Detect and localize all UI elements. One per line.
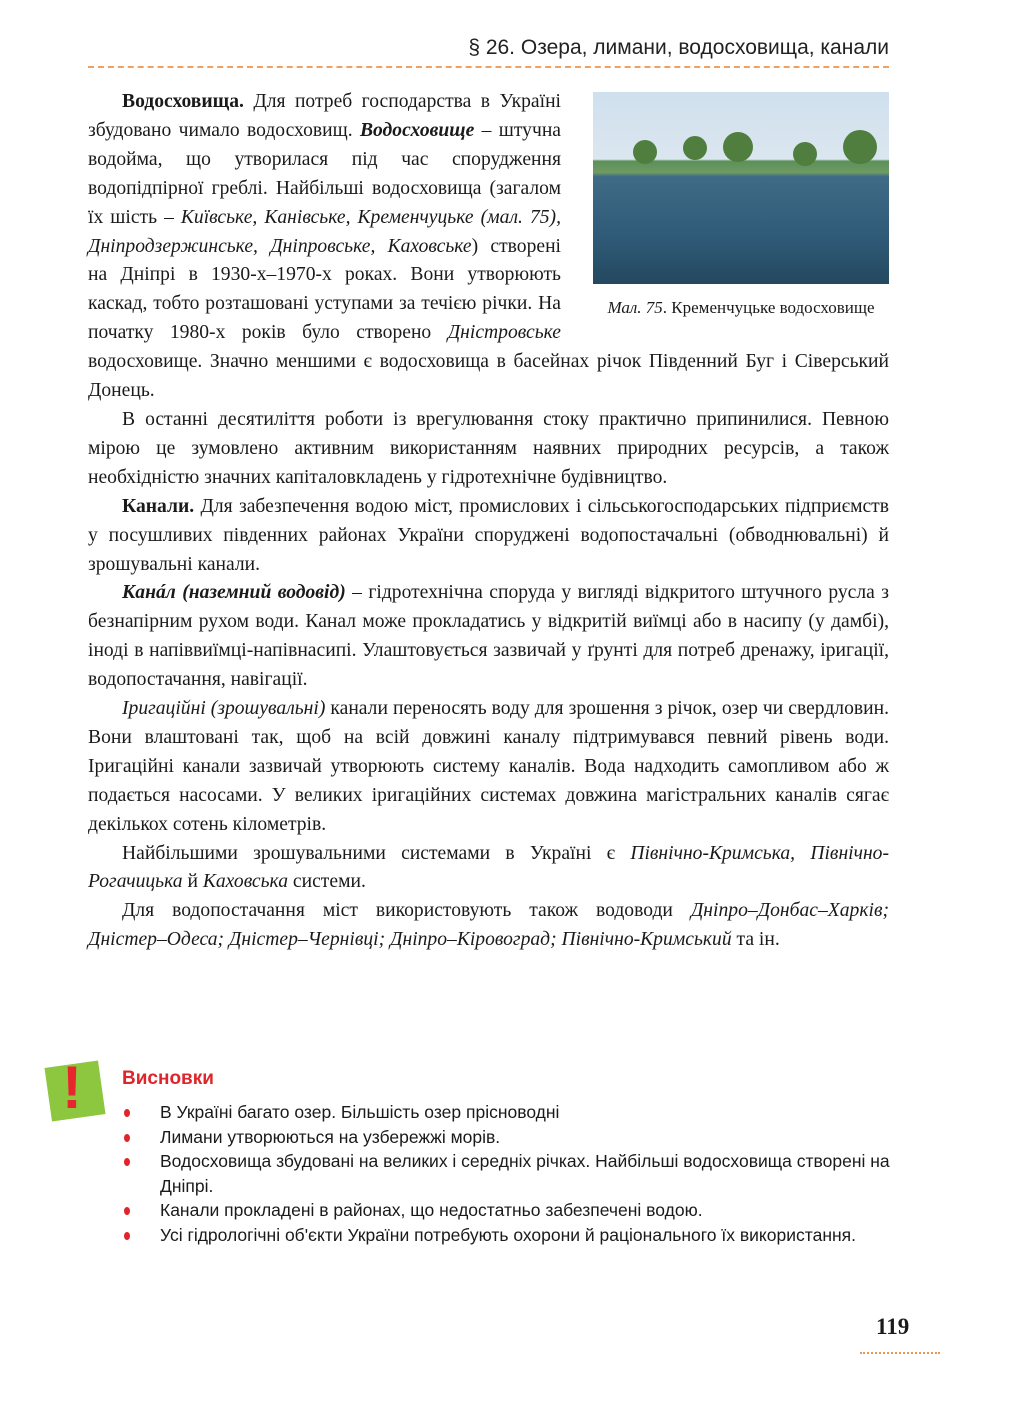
text-run: Іригаційні (зрошувальні): [122, 698, 326, 720]
paragraph: [88, 695, 889, 840]
figure: [579, 92, 889, 319]
text-run: В останні десятиліття роботи із врегулювання стоку практично припинилися. Певною мірою це зумовлено активним використанням наявних природних ресурсів, а також необхідністю значних капіталовкладень у гідротехнічне будівництво.: [88, 408, 889, 488]
text-run: Водосховища.: [122, 91, 244, 112]
text-run: та ін.: [731, 929, 780, 951]
exclamation-icon: !: [62, 1054, 82, 1121]
conclusion-text: Усі гідрологічні об'єкти України потребують охорони й раціонального їх використання.: [160, 1224, 856, 1245]
text-run: – штучна водойма, що утворилася під час спорудження водопідпірної греблі. Найбільші водосховища (загалом їх шість –: [88, 119, 561, 228]
reservoir-photo: [593, 92, 889, 284]
bullet-icon: [124, 1232, 130, 1240]
caption-label: Мал. 75: [607, 298, 663, 317]
text-run: Київське, Канівське, Кременчуцьке (мал. 75), Дніпродзержинське, Дніпровське, Каховське: [88, 206, 561, 257]
text-run: системи.: [288, 871, 366, 893]
caption-text: . Кременчуцьке водосховище: [662, 298, 875, 317]
text-run: Водосховище: [359, 119, 475, 141]
text-run: ) створені на Дніпрі в 1930-х–1970-х роках. Вони утворюють каскад, тобто розташовані уступами за течією річки. На початку 1980-х років було створено: [88, 235, 561, 344]
bullet-icon: [124, 1109, 130, 1117]
bullet-icon: [124, 1134, 130, 1142]
bullet-icon: [124, 1207, 130, 1215]
conclusion-item: [114, 1125, 904, 1150]
text-run: Канáл (наземний водовід): [122, 582, 346, 604]
text-run: й: [182, 871, 203, 893]
text-run: Для забезпечення водою міст, промислових і сільськогосподарських підприємств у посушливих південних районах України споруджені водопостачальні (обводнювальні) й зрошувальні канали.: [88, 495, 889, 575]
paragraph: [88, 579, 889, 695]
paragraph: [88, 897, 889, 955]
text-run: Канали.: [122, 495, 195, 517]
body-text: [88, 88, 889, 955]
page-number: 119: [876, 1314, 910, 1339]
conclusions-title: Висновки: [122, 1068, 214, 1089]
conclusion-item: [114, 1149, 904, 1198]
figure-caption: [579, 296, 889, 319]
text-run: – гідротехнічна споруда у вигляді відкритого штучного русла з безнапірним рухом води. Канал може прокладатись у відкритій виїмці або в насипу (у дамбі), іноді в напіввиїмці-напівнасипі. Улаштовується зазвичай у ґрунті для потреб дренажу, іригації, водопостачання, навігації.: [88, 582, 889, 691]
paragraph: [88, 406, 889, 493]
section-header: § 26. Озера, лимани, водосховища, канали: [468, 36, 889, 59]
paragraph: [88, 840, 889, 898]
text-run: Північно-Кримська, Північно-Рогачицька: [88, 842, 889, 893]
text-run: Найбільшими зрошувальними системами в Україні є: [122, 842, 631, 864]
text-run: канали переносять воду для зрошення з річок, озер чи свердловин. Вони влаштовані так, щоб на всій довжині каналу підтримувався певний рівень води. Іригаційні канали зазвичай утворюють систему каналів. Вода надходить самопливом або ж подається насосами. У великих іригаційних системах довжина магістральних каналів сягає декількох сотень кілометрів.: [88, 698, 890, 835]
conclusion-item: [114, 1223, 904, 1248]
conclusion-text: Канали прокладені в районах, що недостатньо забезпечені водою.: [160, 1200, 703, 1220]
conclusion-text: Лимани утворюються на узбережжі морів.: [160, 1126, 501, 1147]
paragraph: [88, 493, 889, 580]
conclusion-item: [114, 1198, 904, 1223]
text-run: Для водопостачання міст використовують також водоводи: [122, 900, 691, 922]
text-run: Дніпро–Донбас–Харків; Дністер–Одеса; Дністер–Чернівці; Дніпро–Кіровоград; Північно-Кримський: [88, 900, 889, 951]
text-run: Для потреб господарства в Україні збудовано чимало водосховищ.: [88, 91, 561, 141]
text-run: водосховище. Значно меншими є водосховища в басейнах річок Південний Буг і Сіверський Донець.: [88, 351, 889, 402]
conclusion-text: В Україні багато озер. Більшість озер прісноводні: [160, 1102, 560, 1122]
conclusions-list: [114, 1100, 904, 1247]
bullet-icon: [124, 1158, 130, 1166]
page-ornament: [860, 1342, 940, 1354]
conclusion-text: Водосховища збудовані на великих і середніх річках. Найбільші водосховища створені на Дніпрі.: [160, 1151, 890, 1196]
text-run: Каховська: [202, 871, 289, 893]
conclusion-item: [114, 1100, 904, 1125]
text-run: Дністровське: [447, 322, 561, 344]
header-divider: [88, 66, 889, 68]
